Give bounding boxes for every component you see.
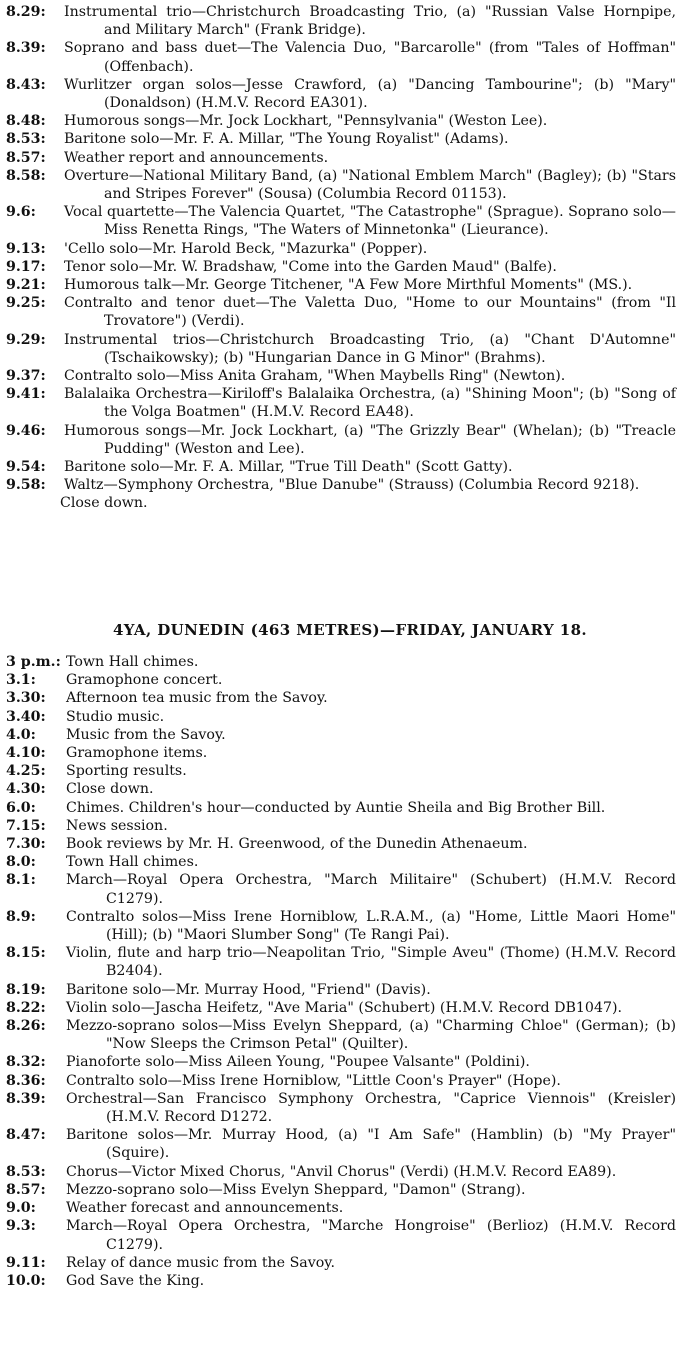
entry-time: 9.21: — [6, 277, 46, 294]
entry-time: 9.6: — [6, 204, 36, 221]
entry-time: 9.13: — [6, 240, 46, 257]
entry-time: 8.15: — [6, 945, 46, 962]
programme-entry — [0, 1199, 700, 1217]
programme-entry — [0, 762, 700, 780]
entry-time: 9.29: — [6, 331, 46, 348]
entry-description: Weather report and announcements. — [64, 149, 329, 166]
entry-description: Vocal quartette—The Valencia Quartet, "The Catastrophe" (Sprague). Soprano solo—Miss Renetta Rings, "The Waters of Minnetonka" (Lieurance). — [64, 204, 676, 239]
programme-entry — [0, 203, 700, 239]
programme-entry — [0, 853, 700, 871]
entry-time: 8.48: — [6, 113, 46, 130]
entry-time: 3 p.m.: — [6, 654, 61, 670]
entry-description: Afternoon tea music from the Savoy. — [66, 690, 328, 707]
entry-time: 9.25: — [6, 295, 46, 312]
programme-entry — [0, 167, 700, 203]
entry-time: 8.57: — [6, 1181, 46, 1198]
entry-description: Violin, flute and harp trio—Neapolitan Trio, "Simple Aveu" (Thome) (H.M.V. Record B2404). — [66, 945, 676, 980]
entry-description: Baritone solos—Mr. Murray Hood, (a) "I Am Safe" (Hamblin) (b) "My Prayer" (Squire). — [66, 1127, 676, 1162]
entry-description: Instrumental trios—Christchurch Broadcasting Trio, (a) "Chant D'Automne" (Tschaikowsky); (b) "Hungarian Dance in G Minor" (Brahms). — [64, 331, 676, 366]
entry-time: 8.53: — [6, 1163, 46, 1180]
entry-time: 8.58: — [6, 167, 46, 184]
entry-description: Wurlitzer organ solos—Jesse Crawford, (a) "Dancing Tambourine"; (b) "Mary" (Donaldson) (H.M.V. Record EA301). — [64, 76, 676, 112]
entry-description: Humorous talk—Mr. George Titchener, "A Few More Mirthful Moments" (MS.). — [64, 277, 633, 294]
entry-description: Baritone solo—Mr. F. A. Millar, "The Young Royalist" (Adams). — [64, 131, 509, 148]
programme-entry — [0, 76, 700, 112]
programme-entry — [0, 240, 700, 258]
entry-description: 'Cello solo—Mr. Harold Beck, "Mazurka" (Popper). — [64, 240, 428, 257]
entry-description: Pianoforte solo—Miss Aileen Young, "Poupee Valsante" (Poldini). — [66, 1054, 530, 1071]
entry-time: 9.11: — [6, 1254, 46, 1271]
entry-description: Baritone solo—Mr. Murray Hood, "Friend" (Davis). — [66, 981, 431, 998]
programme-entry — [0, 1017, 700, 1053]
entry-time: 9.0: — [6, 1200, 36, 1217]
entry-description: Balalaika Orchestra—Kiriloff's Balalaika Orchestra, (a) "Shining Moon"; (b) "Song of the Volga Boatmen" (H.M.V. Record EA48). — [64, 386, 676, 421]
entry-time: 6.0: — [6, 799, 36, 816]
programme-entry — [0, 817, 700, 835]
programme-entry — [0, 385, 700, 421]
station-heading: 4YA, DUNEDIN (463 METRES)—FRIDAY, JANUARY 18. — [112, 621, 588, 639]
entry-time: 8.43: — [6, 76, 46, 93]
entry-description: Humorous songs—Mr. Jock Lockhart, (a) "The Grizzly Bear" (Whelan); (b) "Treacle Pudding" (Weston and Lee). — [64, 422, 676, 457]
programme-entry — [0, 1072, 700, 1090]
programme-entry — [0, 1181, 700, 1199]
entry-description: Waltz—Symphony Orchestra, "Blue Danube" (Strauss) (Columbia Record 9218). — [64, 477, 640, 494]
programme-entry — [0, 258, 700, 276]
programme-entry — [0, 458, 700, 476]
entry-description: Chimes. Children's hour—conducted by Auntie Sheila and Big Brother Bill. — [66, 799, 606, 816]
entry-time: 8.22: — [6, 999, 46, 1016]
programme-entry — [0, 149, 700, 167]
entry-time: 3.40: — [6, 708, 46, 725]
entry-time: 4.25: — [6, 763, 46, 780]
entry-description: Gramophone concert. — [66, 672, 223, 689]
entry-description: Contralto solos—Miss Irene Horniblow, L.R.A.M., (a) "Home, Little Maori Home" (Hill); (b) "Maori Slumber Song" (Te Rangi Pai). — [66, 908, 676, 944]
programme-entry — [0, 476, 700, 494]
entry-description: Baritone solo—Mr. F. A. Millar, "True Till Death" (Scott Gatty). — [64, 459, 513, 476]
programme-entry — [0, 799, 700, 817]
entry-description: God Save the King. — [66, 1272, 205, 1289]
entry-description: Close down. — [66, 781, 154, 798]
entry-time: 8.47: — [6, 1127, 46, 1144]
entry-time: 8.19: — [6, 981, 46, 998]
entry-time: 8.9: — [6, 908, 36, 925]
entry-time: 9.41: — [6, 386, 46, 403]
entry-description: March—Royal Opera Orchestra, "Marche Hongroise" (Berlioz) (H.M.V. Record C1279). — [66, 1218, 676, 1253]
entry-time: 8.26: — [6, 1018, 46, 1035]
entry-time: 4.0: — [6, 726, 36, 743]
entry-description: Gramophone items. — [66, 745, 208, 762]
entry-description: Book reviews by Mr. H. Greenwood, of the Dunedin Athenaeum. — [66, 836, 528, 853]
entry-time: 4.10: — [6, 745, 46, 762]
programme-entry — [0, 908, 700, 944]
close-down-note: Close down. — [60, 495, 148, 512]
entry-time: 9.58: — [6, 477, 46, 494]
entry-time: 9.54: — [6, 459, 46, 476]
programme-entry — [0, 871, 700, 907]
programme-entry — [0, 1090, 700, 1126]
programme-entry — [0, 1272, 700, 1290]
entry-description: Music from the Savoy. — [66, 726, 226, 743]
entry-time: 8.32: — [6, 1054, 46, 1071]
programme-entry — [0, 130, 700, 148]
entry-time: 7.15: — [6, 817, 46, 834]
entry-description: Mezzo-soprano solos—Miss Evelyn Sheppard, (a) "Charming Chloe" (German); (b) "Now Sleeps the Crimson Petal" (Quilter). — [66, 1018, 676, 1053]
entry-description: March—Royal Opera Orchestra, "March Militaire" (Schubert) (H.M.V. Record C1279). — [66, 872, 676, 907]
programme-entry — [0, 1217, 700, 1253]
entry-time: 10.0: — [6, 1272, 46, 1289]
entry-description: Town Hall chimes. — [66, 854, 199, 871]
entry-time: 8.53: — [6, 131, 46, 148]
programme-entry — [0, 671, 700, 689]
entry-description: Contralto and tenor duet—The Valetta Duo, "Home to our Mountains" (from "Il Trovatore") (Verdi). — [64, 295, 676, 330]
entry-description: Soprano and bass duet—The Valencia Duo, "Barcarolle" (from "Tales of Hoffman" (Offenbach). — [64, 40, 676, 75]
entry-description: Chorus—Victor Mixed Chorus, "Anvil Chorus" (Verdi) (H.M.V. Record EA89). — [66, 1163, 617, 1180]
programme-entry — [0, 331, 700, 367]
entry-time: 3.1: — [6, 672, 36, 689]
programme-entry — [0, 276, 700, 294]
entry-time: 9.17: — [6, 258, 46, 275]
christchurch-programme-section — [0, 3, 700, 513]
entry-description: Orchestral—San Francisco Symphony Orchestra, "Caprice Viennois" (Kreisler) (H.M.V. Record D1272. — [66, 1090, 676, 1126]
programme-entry — [0, 744, 700, 762]
entry-time: 8.29: — [6, 4, 46, 20]
entry-time: 7.30: — [6, 836, 46, 853]
programme-entry — [0, 1254, 700, 1272]
programme-entry — [0, 367, 700, 385]
entry-description: Instrumental trio—Christchurch Broadcasting Trio, (a) "Russian Valse Hornpipe, and Military March" (Frank Bridge). — [64, 4, 676, 39]
entry-time: 8.39: — [6, 40, 46, 57]
entry-description: Contralto solo—Miss Irene Horniblow, "Little Coon's Prayer" (Hope). — [66, 1072, 561, 1089]
programme-entry — [0, 999, 700, 1017]
programme-entry — [0, 708, 700, 726]
entry-description: Mezzo-soprano solo—Miss Evelyn Sheppard, "Damon" (Strang). — [66, 1181, 526, 1198]
entry-description: News session. — [66, 817, 168, 834]
entry-description: Contralto solo—Miss Anita Graham, "When Maybells Ring" (Newton). — [64, 368, 566, 385]
programme-entry — [0, 112, 700, 130]
entry-time: 4.30: — [6, 781, 46, 798]
programme-entry — [0, 653, 700, 671]
entry-description: Sporting results. — [66, 763, 187, 780]
entry-description: Humorous songs—Mr. Jock Lockhart, "Pennsylvania" (Weston Lee). — [64, 113, 548, 130]
entry-description: Relay of dance music from the Savoy. — [66, 1254, 335, 1271]
programme-entry — [0, 944, 700, 980]
entry-description: Town Hall chimes. — [66, 654, 199, 670]
entry-time: 3.30: — [6, 690, 46, 707]
programme-entry — [0, 726, 700, 744]
programme-entry — [0, 780, 700, 798]
programme-entry — [0, 422, 700, 458]
entry-description: Tenor solo—Mr. W. Bradshaw, "Come into the Garden Maud" (Balfe). — [64, 258, 557, 275]
programme-entry — [0, 1053, 700, 1071]
programme-entry — [0, 294, 700, 330]
entry-time: 8.36: — [6, 1072, 46, 1089]
entry-description: Overture—National Military Band, (a) "National Emblem March" (Bagley); (b) "Stars and Stripes Forever" (Sousa) (Columbia Record 01153). — [64, 167, 676, 203]
programme-entry — [0, 689, 700, 707]
dunedin-programme-section — [0, 653, 700, 1290]
entry-time: 8.57: — [6, 149, 46, 166]
entry-time: 9.3: — [6, 1218, 36, 1235]
entry-time: 8.39: — [6, 1090, 46, 1107]
entry-time: 8.0: — [6, 854, 36, 871]
programme-entry — [0, 835, 700, 853]
entry-time: 9.37: — [6, 368, 46, 385]
programme-entry — [0, 3, 700, 39]
entry-time: 9.46: — [6, 422, 46, 439]
programme-entry — [0, 1163, 700, 1181]
entry-description: Weather forecast and announcements. — [66, 1200, 344, 1217]
entry-description: Studio music. — [66, 708, 165, 725]
programme-entry — [0, 981, 700, 999]
entry-time: 8.1: — [6, 872, 36, 889]
programme-entry — [0, 1126, 700, 1162]
programme-entry — [0, 39, 700, 75]
entry-description: Violin solo—Jascha Heifetz, "Ave Maria" (Schubert) (H.M.V. Record DB1047). — [66, 999, 623, 1016]
